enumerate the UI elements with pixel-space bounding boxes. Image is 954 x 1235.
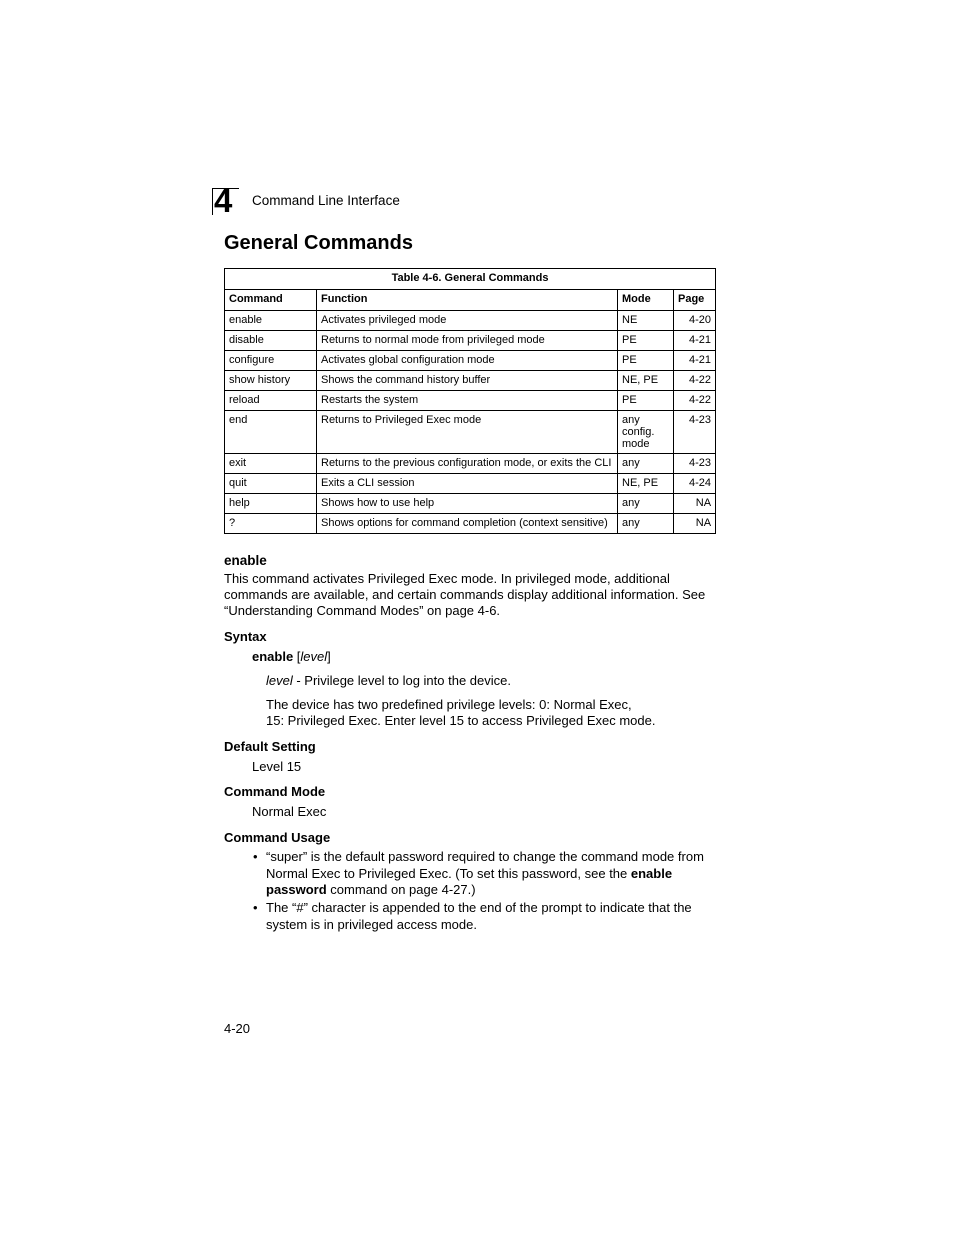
command-cell: enable xyxy=(225,311,317,331)
function-cell: Activates privileged mode xyxy=(317,311,618,331)
table-row xyxy=(225,371,716,391)
bullet-marker: • xyxy=(253,900,258,915)
page-cell: 4-23 xyxy=(674,454,716,474)
function-cell: Exits a CLI session xyxy=(317,474,618,494)
chapter-title: Command Line Interface xyxy=(252,193,400,208)
table-row xyxy=(225,311,716,331)
parameter-description: - Privilege level to log into the device. xyxy=(292,673,511,688)
page-cell: 4-23 xyxy=(674,411,716,454)
page-cell: 4-21 xyxy=(674,331,716,351)
default-setting-value: Level 15 xyxy=(252,759,302,774)
page-cell: 4-22 xyxy=(674,371,716,391)
levels-line-1: The device has two predefined privilege levels: 0: Normal Exec, xyxy=(266,697,632,712)
command-cell: quit xyxy=(225,474,317,494)
mode-cell: PE xyxy=(618,391,674,411)
syntax-heading: Syntax xyxy=(224,629,267,644)
enable-heading: enable xyxy=(224,553,267,568)
chapter-number: 4 xyxy=(214,182,233,219)
levels-line-2: 15: Privileged Exec. Enter level 15 to access Privileged Exec mode. xyxy=(266,713,656,728)
function-cell: Returns to the previous configuration mode, or exits the CLI xyxy=(317,454,618,474)
mode-cell: NE, PE xyxy=(618,474,674,494)
function-cell: Shows options for command completion (context sensitive) xyxy=(317,514,618,534)
usage-bullet-1-bold-password: password xyxy=(266,882,327,897)
page-cell: 4-20 xyxy=(674,311,716,331)
column-header-command: Command xyxy=(225,290,317,311)
default-setting-heading: Default Setting xyxy=(224,739,316,754)
usage-bullet-1-tail: command on page 4-27.) xyxy=(326,882,476,897)
usage-bullet-1-text: Normal Exec to Privileged Exec. (To set this password, see the xyxy=(266,865,631,881)
mode-cell: any xyxy=(618,454,674,474)
command-cell: reload xyxy=(225,391,317,411)
page-number: 4-20 xyxy=(224,1021,251,1036)
bullet-marker: • xyxy=(253,849,258,864)
syntax-line xyxy=(252,649,331,665)
general-commands-table xyxy=(224,268,716,534)
page-cell: 4-21 xyxy=(674,351,716,371)
parameter-name: level xyxy=(266,673,293,688)
parameter-line xyxy=(266,673,511,689)
function-cell: Activates global configuration mode xyxy=(317,351,618,371)
usage-bullet-1 xyxy=(253,849,704,899)
table-row xyxy=(225,351,716,371)
command-usage-heading: Command Usage xyxy=(224,830,331,845)
command-cell: exit xyxy=(225,454,317,474)
usage-bullet-2-line-2: system is in privileged access mode. xyxy=(266,916,477,932)
table-row xyxy=(225,474,716,494)
mode-cell: any xyxy=(618,494,674,514)
command-cell: ? xyxy=(225,514,317,534)
command-cell: configure xyxy=(225,351,317,371)
mode-cell: PE xyxy=(618,351,674,371)
page-cell: NA xyxy=(674,514,716,534)
mode-cell: any xyxy=(618,514,674,534)
command-mode-value: Normal Exec xyxy=(252,804,327,819)
function-cell: Shows how to use help xyxy=(317,494,618,514)
function-cell: Shows the command history buffer xyxy=(317,371,618,391)
syntax-close-bracket: ] xyxy=(327,649,331,664)
table-row xyxy=(225,331,716,351)
enable-description-line-1: This command activates Privileged Exec mode. In privileged mode, additional xyxy=(224,571,670,586)
page-cell: NA xyxy=(674,494,716,514)
command-cell: help xyxy=(225,494,317,514)
syntax-open-bracket: [ xyxy=(293,649,301,664)
usage-bullet-2-line-1: The “#” character is appended to the end of the prompt to indicate that the xyxy=(266,900,692,915)
function-cell: Returns to Privileged Exec mode xyxy=(317,411,618,454)
mode-cell: NE, PE xyxy=(618,371,674,391)
command-cell: disable xyxy=(225,331,317,351)
usage-bullet-1-line-1: “super” is the default password required to change the command mode from xyxy=(266,849,704,864)
mode-cell: any config. mode xyxy=(618,411,674,454)
usage-bullet-1-line-2 xyxy=(266,866,704,883)
page-cell: 4-24 xyxy=(674,474,716,494)
function-cell: Returns to normal mode from privileged mode xyxy=(317,331,618,351)
usage-bullet-2 xyxy=(253,900,692,933)
command-mode-heading: Command Mode xyxy=(224,784,326,799)
page-cell: 4-22 xyxy=(674,391,716,411)
table-row xyxy=(225,494,716,514)
table-row xyxy=(225,411,716,454)
syntax-command: enable xyxy=(252,649,294,664)
column-header-function: Function xyxy=(317,290,618,311)
mode-cell: PE xyxy=(618,331,674,351)
command-cell: end xyxy=(225,411,317,454)
enable-description-line-2: commands are available, and certain commands display additional information. See xyxy=(224,587,706,602)
table-caption: Table 4-6. General Commands xyxy=(225,269,716,290)
usage-bullet-1-bold-enable: enable xyxy=(630,865,673,881)
enable-description-line-3: “Understanding Command Modes” on page 4-6. xyxy=(224,603,501,618)
table-row xyxy=(225,514,716,534)
command-cell: show history xyxy=(225,371,317,391)
mode-cell: NE xyxy=(618,311,674,331)
column-header-page: Page xyxy=(674,290,716,311)
syntax-parameter: level xyxy=(300,649,328,664)
table-row xyxy=(225,391,716,411)
section-title: General Commands xyxy=(224,232,413,254)
column-header-mode: Mode xyxy=(618,290,674,311)
usage-bullet-1-line-3 xyxy=(266,882,704,899)
table-row xyxy=(225,454,716,474)
function-cell: Restarts the system xyxy=(317,391,618,411)
